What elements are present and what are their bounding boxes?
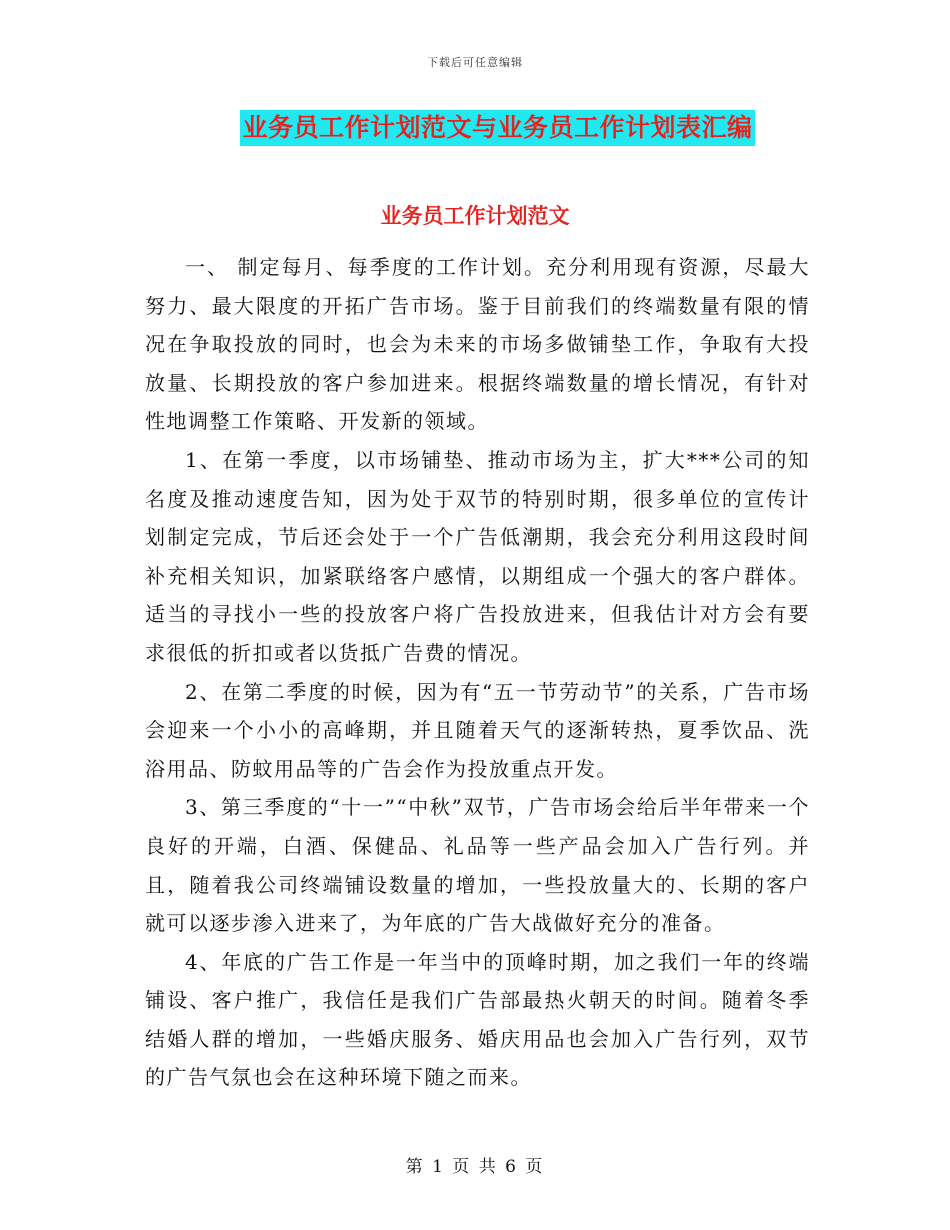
document-body [145,248,810,1097]
paragraph-2: 1、在第一季度，以市场铺垫、推动市场为主，扩大***公司的知名度及推动速度告知，因为处于双节的特别时期，很多单位的宣传计划制定完成，节后还会处于一个广告低潮期，我会充分利用这段时间补充相关知识，加紧联络客户感情，以期组成一个强大的客户群体。适当的寻找小一些的投放客户将广告投放进来，但我估计对方会有要求很低的折扣或者以货抵广告费的情况。 [145,447,810,665]
paragraph-3: 2、在第二季度的时候，因为有“五一节劳动节”的关系，广告市场会迎来一个小小的高峰期，并且随着天气的逐渐转热，夏季饮品、洗浴用品、防蚊用品等的广告会作为投放重点开发。 [145,679,810,781]
main-title-container [0,110,950,146]
page-header-note: 下载后可任意编辑 [427,56,523,69]
paragraph-1: 一、 制定每月、每季度的工作计划。充分利用现有资源，尽最大努力、最大限度的开拓广告市场。鉴于目前我们的终端数量有限的情况在争取投放的同时，也会为未来的市场多做铺垫工作，争取有大投放量、长期投放的客户参加进来。根据终端数量的增长情况，有针对性地调整工作策略、开发新的领域。 [145,255,810,434]
paragraph-5: 4、年底的广告工作是一年当中的顶峰时期，加之我们一年的终端铺设、客户推广，我信任是我们广告部最热火朝天的时间。随着冬季结婚人群的增加，一些婚庆服务、婚庆用品也会加入广告行列，双节的广告气氛也会在这种环境下随之而来。 [145,949,810,1090]
section-title: 业务员工作计划范文 [380,203,570,228]
page-indicator: 第 1 页 共 6 页 [405,1157,545,1177]
paragraph-4: 3、第三季度的“十一”“中秋”双节，广告市场会给后半年带来一个良好的开端，白酒、保健品、礼品等一些产品会加入广告行列。并且，随着我公司终端铺设数量的增加，一些投放量大的、长期的客户就可以逐步渗入进来了，为年底的广告大战做好充分的准备。 [145,795,810,936]
main-title: 业务员工作计划范文与业务员工作计划表汇编 [240,110,754,146]
